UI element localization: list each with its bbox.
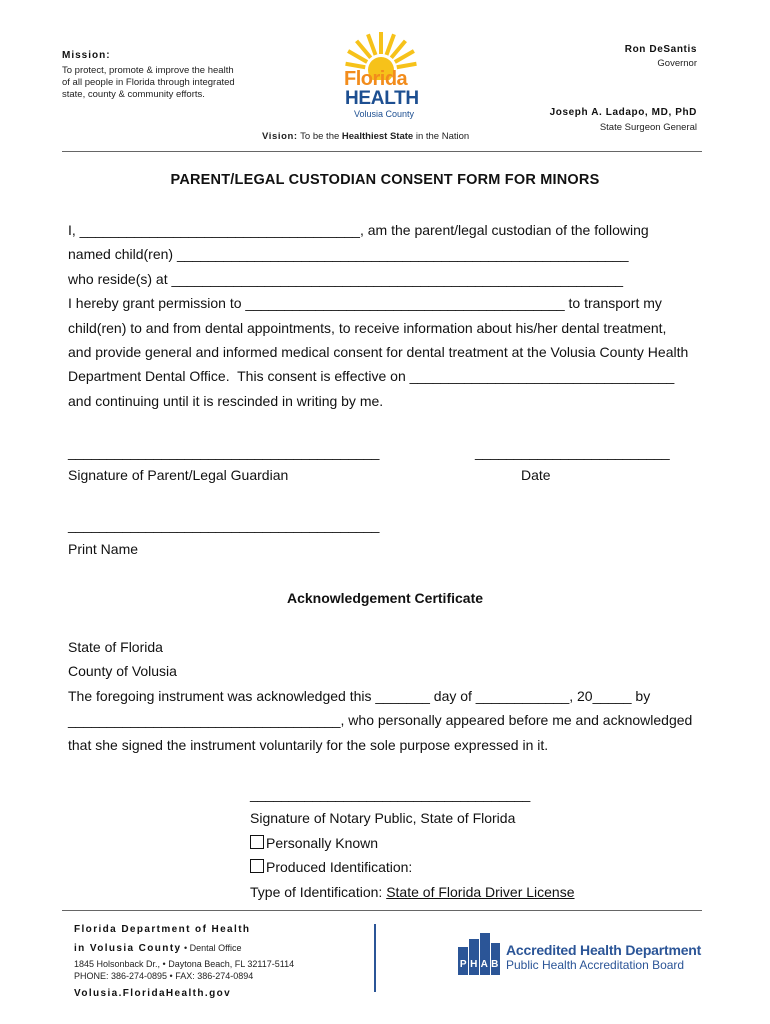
personally-known-label: Personally Known xyxy=(266,834,379,851)
consent-line: named child(ren) __________________________________________________________ xyxy=(68,246,629,263)
vision-bold: Healthiest State xyxy=(341,131,414,142)
mission-title: Mission: xyxy=(62,50,111,61)
surgeon-name: Joseph A. Ladapo, MD, PhD xyxy=(549,107,697,118)
ack-line: The foregoing instrument was acknowledged this _______ day of ____________, 20_____ by xyxy=(68,687,651,704)
surgeon-block xyxy=(457,107,697,133)
logo-health-text: HEALTH xyxy=(345,88,419,109)
ack-line: County of Volusia xyxy=(68,663,177,680)
phab-letter: P xyxy=(459,959,467,970)
print-name-label: Print Name xyxy=(68,541,139,557)
ack-line: ___________________________________, who personally appeared before me and acknowledged xyxy=(68,712,693,729)
mission-text xyxy=(62,65,235,101)
dept-name: Florida Department of Health xyxy=(74,924,251,935)
logo-county-text: Volusia County xyxy=(354,109,415,119)
dept-office: • Dental Office xyxy=(181,943,242,953)
ack-body xyxy=(68,635,692,757)
phab-logo xyxy=(458,933,708,977)
phab-letter: H xyxy=(470,959,478,970)
ack-line: that she signed the instrument voluntarily for the sole purpose expressed in it. xyxy=(68,736,549,753)
ack-line: State of Florida xyxy=(68,639,163,655)
form-title: PARENT/LEGAL CUSTODIAN CONSENT FORM FOR MINORS xyxy=(170,172,600,188)
signature-label: Signature of Parent/Legal Guardian xyxy=(68,467,289,483)
consent-line: and provide general and informed medical consent for dental treatment at the Volusia County Health xyxy=(68,344,689,361)
produced-id-option xyxy=(250,855,575,879)
id-type-line xyxy=(250,880,575,904)
personally-known-checkbox[interactable] xyxy=(250,835,264,849)
vision-statement xyxy=(262,131,469,143)
consent-line: I, ____________________________________, am the parent/legal custodian of the following xyxy=(68,222,649,238)
footer-rule xyxy=(62,910,702,911)
vision-prefix: To be the xyxy=(300,131,340,142)
governor-block xyxy=(497,44,697,69)
phab-subtitle: Public Health Accreditation Board xyxy=(506,958,685,972)
dept-county: in Volusia County xyxy=(74,943,182,954)
ack-title: Acknowledgement Certificate xyxy=(286,590,484,606)
governor-name: Ron DeSantis xyxy=(624,44,697,55)
vision-label: Vision: xyxy=(262,131,298,142)
notary-block xyxy=(250,782,575,904)
header-rule xyxy=(62,151,702,152)
id-type-value: State of Florida Driver License xyxy=(386,883,575,900)
vision-suffix: in the Nation xyxy=(415,131,470,142)
surgeon-title: State Surgeon General xyxy=(599,122,697,133)
phab-mark-icon xyxy=(458,933,500,975)
notary-signature-field[interactable]: ____________________________________ xyxy=(250,786,531,802)
dept-website[interactable]: Volusia.FloridaHealth.gov xyxy=(74,988,232,999)
consent-line: Department Dental Office. This consent is effective on __________________________________ xyxy=(68,368,675,385)
consent-line: and continuing until it is rescinded in writing by me. xyxy=(68,392,384,409)
consent-line: child(ren) to and from dental appointments, to receive information about his/her dental treatment, xyxy=(68,319,667,336)
footer-divider xyxy=(374,924,376,992)
consent-line: I hereby grant permission to _________________________________________ to transport my xyxy=(68,295,662,312)
logo-florida-text: Florida xyxy=(344,68,408,90)
date-label: Date xyxy=(521,467,551,483)
produced-id-checkbox[interactable] xyxy=(250,859,264,873)
consent-line: who reside(s) at __________________________________________________________ xyxy=(68,270,624,287)
dept-phone: PHONE: 386-274-0895 • FAX: 386-274-0894 xyxy=(74,971,254,981)
notary-label: Signature of Notary Public, State of Florida xyxy=(250,810,516,827)
mission-line: state, county & community efforts. xyxy=(62,89,205,100)
dept-line2 xyxy=(74,938,294,956)
phab-letter: B xyxy=(491,959,499,970)
mission-line: To protect, promote & improve the health xyxy=(62,65,234,76)
mission-line: of all people in Florida through integrated xyxy=(62,77,235,88)
produced-id-label: Produced Identification: xyxy=(266,859,413,876)
dept-address: 1845 Holsonback Dr., • Daytona Beach, FL 32117-5114 xyxy=(74,959,295,969)
date-field[interactable]: _________________________ xyxy=(475,444,670,460)
id-type-label: Type of Identification: xyxy=(250,883,387,900)
phab-letter: A xyxy=(480,959,488,970)
governor-title: Governor xyxy=(657,58,697,69)
florida-health-logo xyxy=(342,30,420,122)
parent-signature-field[interactable]: ________________________________________ xyxy=(68,444,380,460)
footer-contact xyxy=(74,924,294,999)
mission-block xyxy=(62,50,235,101)
phab-title: Accredited Health Department xyxy=(506,942,702,958)
print-name-field[interactable]: ________________________________________ xyxy=(68,517,380,533)
personally-known-option xyxy=(250,831,575,855)
consent-body xyxy=(68,218,688,413)
